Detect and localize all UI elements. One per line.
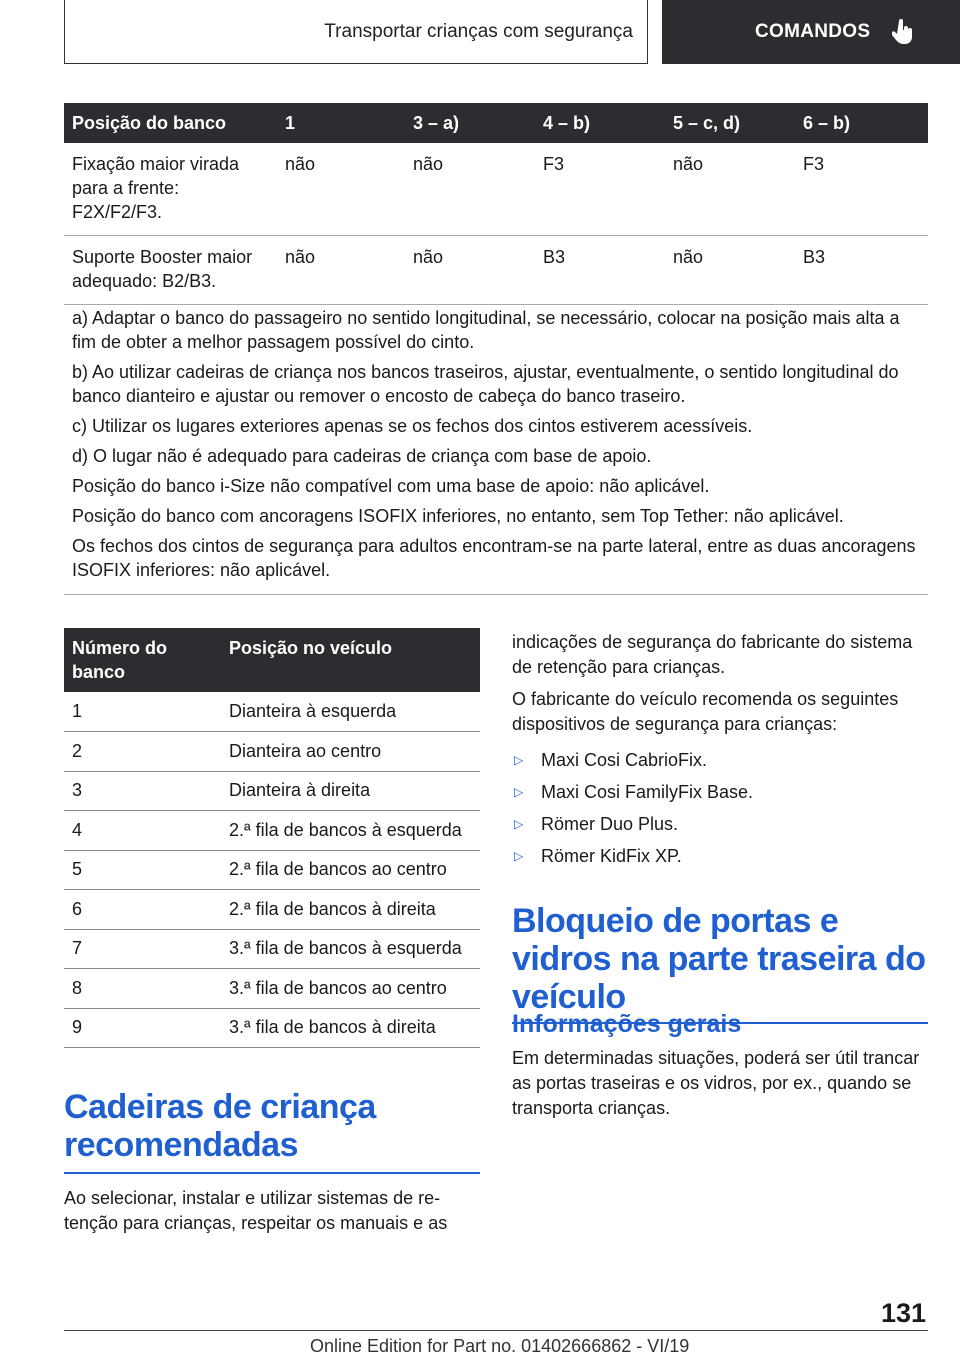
table-cell: 3.ª fila de bancos ao centro bbox=[221, 969, 480, 1009]
table-cell: 6 bbox=[64, 890, 221, 930]
note-paragraph: a) Adaptar o banco do passageiro no sentido longitudinal, se necessário, colocar na posição mais alta a fim de obter a melhor passagem possível do cinto. bbox=[72, 308, 900, 352]
section-title: Transportar crianças com segurança bbox=[324, 20, 633, 42]
table-header-row bbox=[64, 103, 928, 143]
table-cell: 3.ª fila de bancos à esquerda bbox=[221, 929, 480, 969]
table-cell: 2.ª fila de bancos ao centro bbox=[221, 850, 480, 890]
table-cell: 4 bbox=[64, 811, 221, 851]
table-cell: 3.ª fila de bancos à direita bbox=[221, 1008, 480, 1048]
note-paragraph: Posição do banco i-Size não compatível com uma base de apoio: não aplicável. bbox=[72, 476, 710, 496]
table-cell: não bbox=[405, 143, 535, 236]
list-item-text: Maxi Cosi CabrioFix. bbox=[541, 749, 708, 770]
table-cell: 1 bbox=[64, 692, 221, 732]
table-cell: não bbox=[665, 143, 795, 236]
edition-footer: Online Edition for Part no. 01402666862 - VI/19 bbox=[310, 1336, 690, 1356]
table-cell: Dianteira ao centro bbox=[221, 732, 480, 772]
table-row bbox=[64, 850, 480, 890]
table-cell: não bbox=[665, 236, 795, 305]
table-cell: 5 bbox=[64, 850, 221, 890]
table-row bbox=[64, 1008, 480, 1048]
table-header-cell: 6 – b) bbox=[795, 103, 928, 143]
triangle-right-icon: ▷ bbox=[514, 752, 524, 767]
table-cell: 9 bbox=[64, 1008, 221, 1048]
chapter-title: COMANDOS bbox=[755, 21, 871, 42]
recommended-continued bbox=[512, 630, 928, 872]
table-cell: 2 bbox=[64, 732, 221, 772]
table-row bbox=[64, 969, 480, 1009]
table-row bbox=[64, 890, 480, 930]
table-cell: Fixação maior virada para a frente: F2X/F2/F3. bbox=[64, 143, 277, 236]
table-header-cell: 3 – a) bbox=[405, 103, 535, 143]
table-cell: F3 bbox=[535, 143, 665, 236]
note-paragraph: c) Utilizar os lugares exteriores apenas se os fechos dos cintos estiverem acessíveis. bbox=[72, 416, 753, 436]
list-item-text: Römer KidFix XP. bbox=[541, 845, 682, 866]
table-header-cell: Posição no veículo bbox=[221, 628, 480, 692]
table-notes bbox=[64, 297, 928, 595]
table-cell: Suporte Booster maior adequado: B2/B3. bbox=[64, 236, 277, 305]
note-paragraph: Posição do banco com ancoragens ISOFIX inferiores, no entanto, sem Top Tether: não aplicável. bbox=[72, 506, 844, 526]
table-cell: F3 bbox=[795, 143, 928, 236]
locking-text: Em determinadas situações, poderá ser útil trancar as portas traseiras e os vidros, por ex., quando se transporta crianças. bbox=[512, 1048, 920, 1118]
list-item-text: Römer Duo Plus. bbox=[541, 813, 679, 834]
paragraph: indicações de segurança do fabricante do sistema de retenção para crianças. bbox=[512, 632, 913, 677]
table-cell: Dianteira à esquerda bbox=[221, 692, 480, 732]
triangle-right-icon: ▷ bbox=[514, 848, 524, 863]
table-row bbox=[64, 143, 928, 236]
table-header-cell: 4 – b) bbox=[535, 103, 665, 143]
recommended-intro: Ao selecionar, instalar e utilizar sistemas de retenção para crianças, respeitar os manuais e as bbox=[64, 1188, 448, 1233]
recommended-section-heading bbox=[64, 1088, 480, 1174]
table-cell: não bbox=[405, 236, 535, 305]
table-header-cell: 5 – c, d) bbox=[665, 103, 795, 143]
note-paragraph: Os fechos dos cintos de segurança para adultos encontram-se na parte lateral, entre as duas ancoragens ISOFIX inferiores: não aplicável. bbox=[72, 536, 916, 580]
table-header-row bbox=[64, 628, 480, 692]
table-header-cell: Número do banco bbox=[64, 628, 221, 692]
table-cell: 7 bbox=[64, 929, 221, 969]
seat-position-table bbox=[64, 628, 480, 1048]
table-cell: B3 bbox=[535, 236, 665, 305]
table-row bbox=[64, 929, 480, 969]
table-cell: Dianteira à direita bbox=[221, 771, 480, 811]
table-row bbox=[64, 771, 480, 811]
table-header-cell: Posição do banco bbox=[64, 103, 277, 143]
table-header-cell: 1 bbox=[277, 103, 405, 143]
table-row bbox=[64, 811, 480, 851]
table-row bbox=[64, 732, 480, 772]
table-cell: 3 bbox=[64, 771, 221, 811]
note-paragraph: d) O lugar não é adequado para cadeiras de criança com base de apoio. bbox=[72, 446, 652, 466]
table-cell: B3 bbox=[795, 236, 928, 305]
paragraph: O fabricante do veículo recomenda os seguintes dispositivos de segurança para crianças: bbox=[512, 689, 899, 734]
locking-subtitle: Informações gerais bbox=[512, 1010, 742, 1038]
list-item bbox=[512, 808, 928, 840]
triangle-right-icon: ▷ bbox=[514, 784, 524, 799]
table-row bbox=[64, 236, 928, 305]
seat-suitability-table bbox=[64, 103, 928, 305]
table-row bbox=[64, 692, 480, 732]
page-number: 131 bbox=[880, 1298, 926, 1328]
locking-title: Bloqueio de portas e vidros na parte traseira do veículo bbox=[512, 902, 926, 1016]
chapter-header bbox=[662, 0, 960, 64]
hand-pointer-icon bbox=[892, 19, 914, 45]
list-item-text: Maxi Cosi FamilyFix Base. bbox=[541, 781, 754, 802]
footer-divider bbox=[64, 1330, 928, 1331]
list-item bbox=[512, 840, 928, 872]
note-paragraph: b) Ao utilizar cadeiras de criança nos bancos traseiros, ajustar, eventualmente, o sentido longitudinal do banco dianteiro e ajustar ou remover o encosto de cabeça do banco traseiro. bbox=[72, 362, 899, 406]
section-header bbox=[64, 0, 648, 64]
table-cell: 8 bbox=[64, 969, 221, 1009]
table-cell: não bbox=[277, 236, 405, 305]
table-cell: não bbox=[277, 143, 405, 236]
recommended-list bbox=[512, 744, 928, 872]
list-item bbox=[512, 776, 928, 808]
table-cell: 2.ª fila de bancos à direita bbox=[221, 890, 480, 930]
table-cell: 2.ª fila de bancos à esquerda bbox=[221, 811, 480, 851]
locking-section-heading bbox=[512, 902, 928, 1024]
list-item bbox=[512, 744, 928, 776]
recommended-title: Cadeiras de criança recomendadas bbox=[64, 1088, 376, 1164]
triangle-right-icon: ▷ bbox=[514, 816, 524, 831]
